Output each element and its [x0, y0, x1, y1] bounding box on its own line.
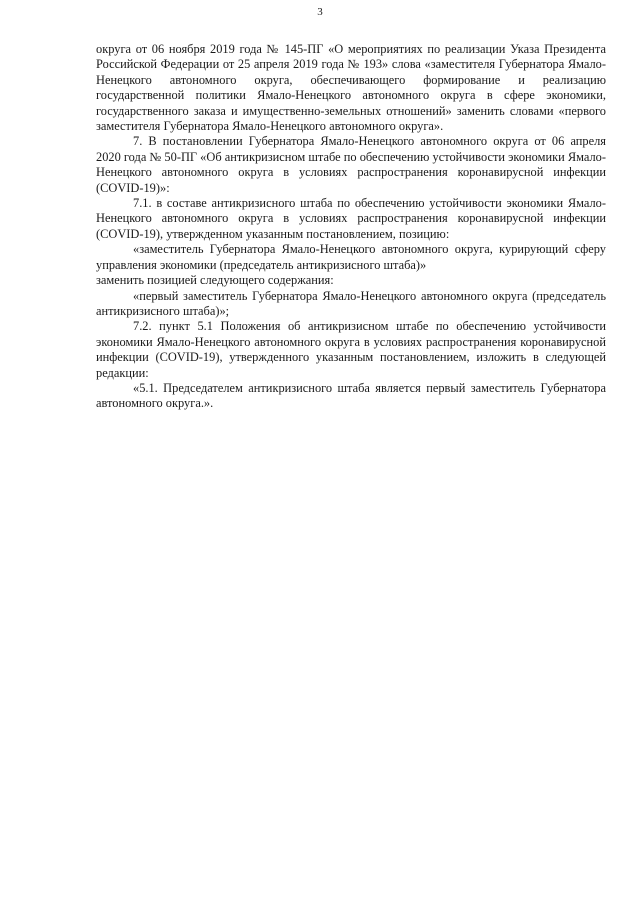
paragraph-item-7: 7. В постановлении Губернатора Ямало-Ненецкого автономного округа от 06 апреля 2020 года № 50-ПГ «Об антикризисном штабе по обеспечению устойчивости экономики Ямало-Ненецкого автономного округа в условиях распространения коронавирусной инфекции (COVID-19)»:	[96, 134, 606, 195]
page-number: 3	[317, 6, 323, 18]
paragraph-continuation: округа от 06 ноября 2019 года № 145-ПГ «О мероприятиях по реализации Указа Президента Российской Федерации от 25 апреля 2019 года № 193» слова «заместителя Губернатора Ямало-Ненецкого автономного округа, обеспечивающего формирование и реализацию государственной политики Ямало-Ненецкого автономного округа в сфере экономики, государственного заказа и имущественно-земельных отношений» заменить словами «первого заместителя Губернатора Ямало-Ненецкого автономного округа».	[96, 42, 606, 134]
paragraph-item-7-2: 7.2. пункт 5.1 Положения об антикризисном штабе по обеспечению устойчивости экономики Ямало-Ненецкого автономного округа в условиях распространения коронавирусной инфекции (COVID-19), утвержденного указанным постановлением, изложить в следующей редакции:	[96, 319, 606, 380]
paragraph-quote-old-position: «заместитель Губернатора Ямало-Ненецкого автономного округа, курирующий сферу управления экономики (председатель антикризисного штаба)»	[96, 242, 606, 272]
paragraph-replace-with: заменить позицией следующего содержания:	[96, 273, 334, 288]
document-body	[96, 42, 606, 412]
paragraph-quote-clause-5-1: «5.1. Председателем антикризисного штаба является первый заместитель Губернатора автономного округа.».	[96, 380, 606, 411]
paragraph-quote-new-position: «первый заместитель Губернатора Ямало-Ненецкого автономного округа (председатель антикризисного штаба)»;	[96, 288, 606, 318]
paragraph-item-7-1: 7.1. в составе антикризисного штаба по обеспечению устойчивости экономики Ямало-Ненецкого автономного округа в условиях распространения коронавирусной инфекции (COVID-19), утвержденном указанным постановлением, позицию:	[96, 196, 606, 241]
